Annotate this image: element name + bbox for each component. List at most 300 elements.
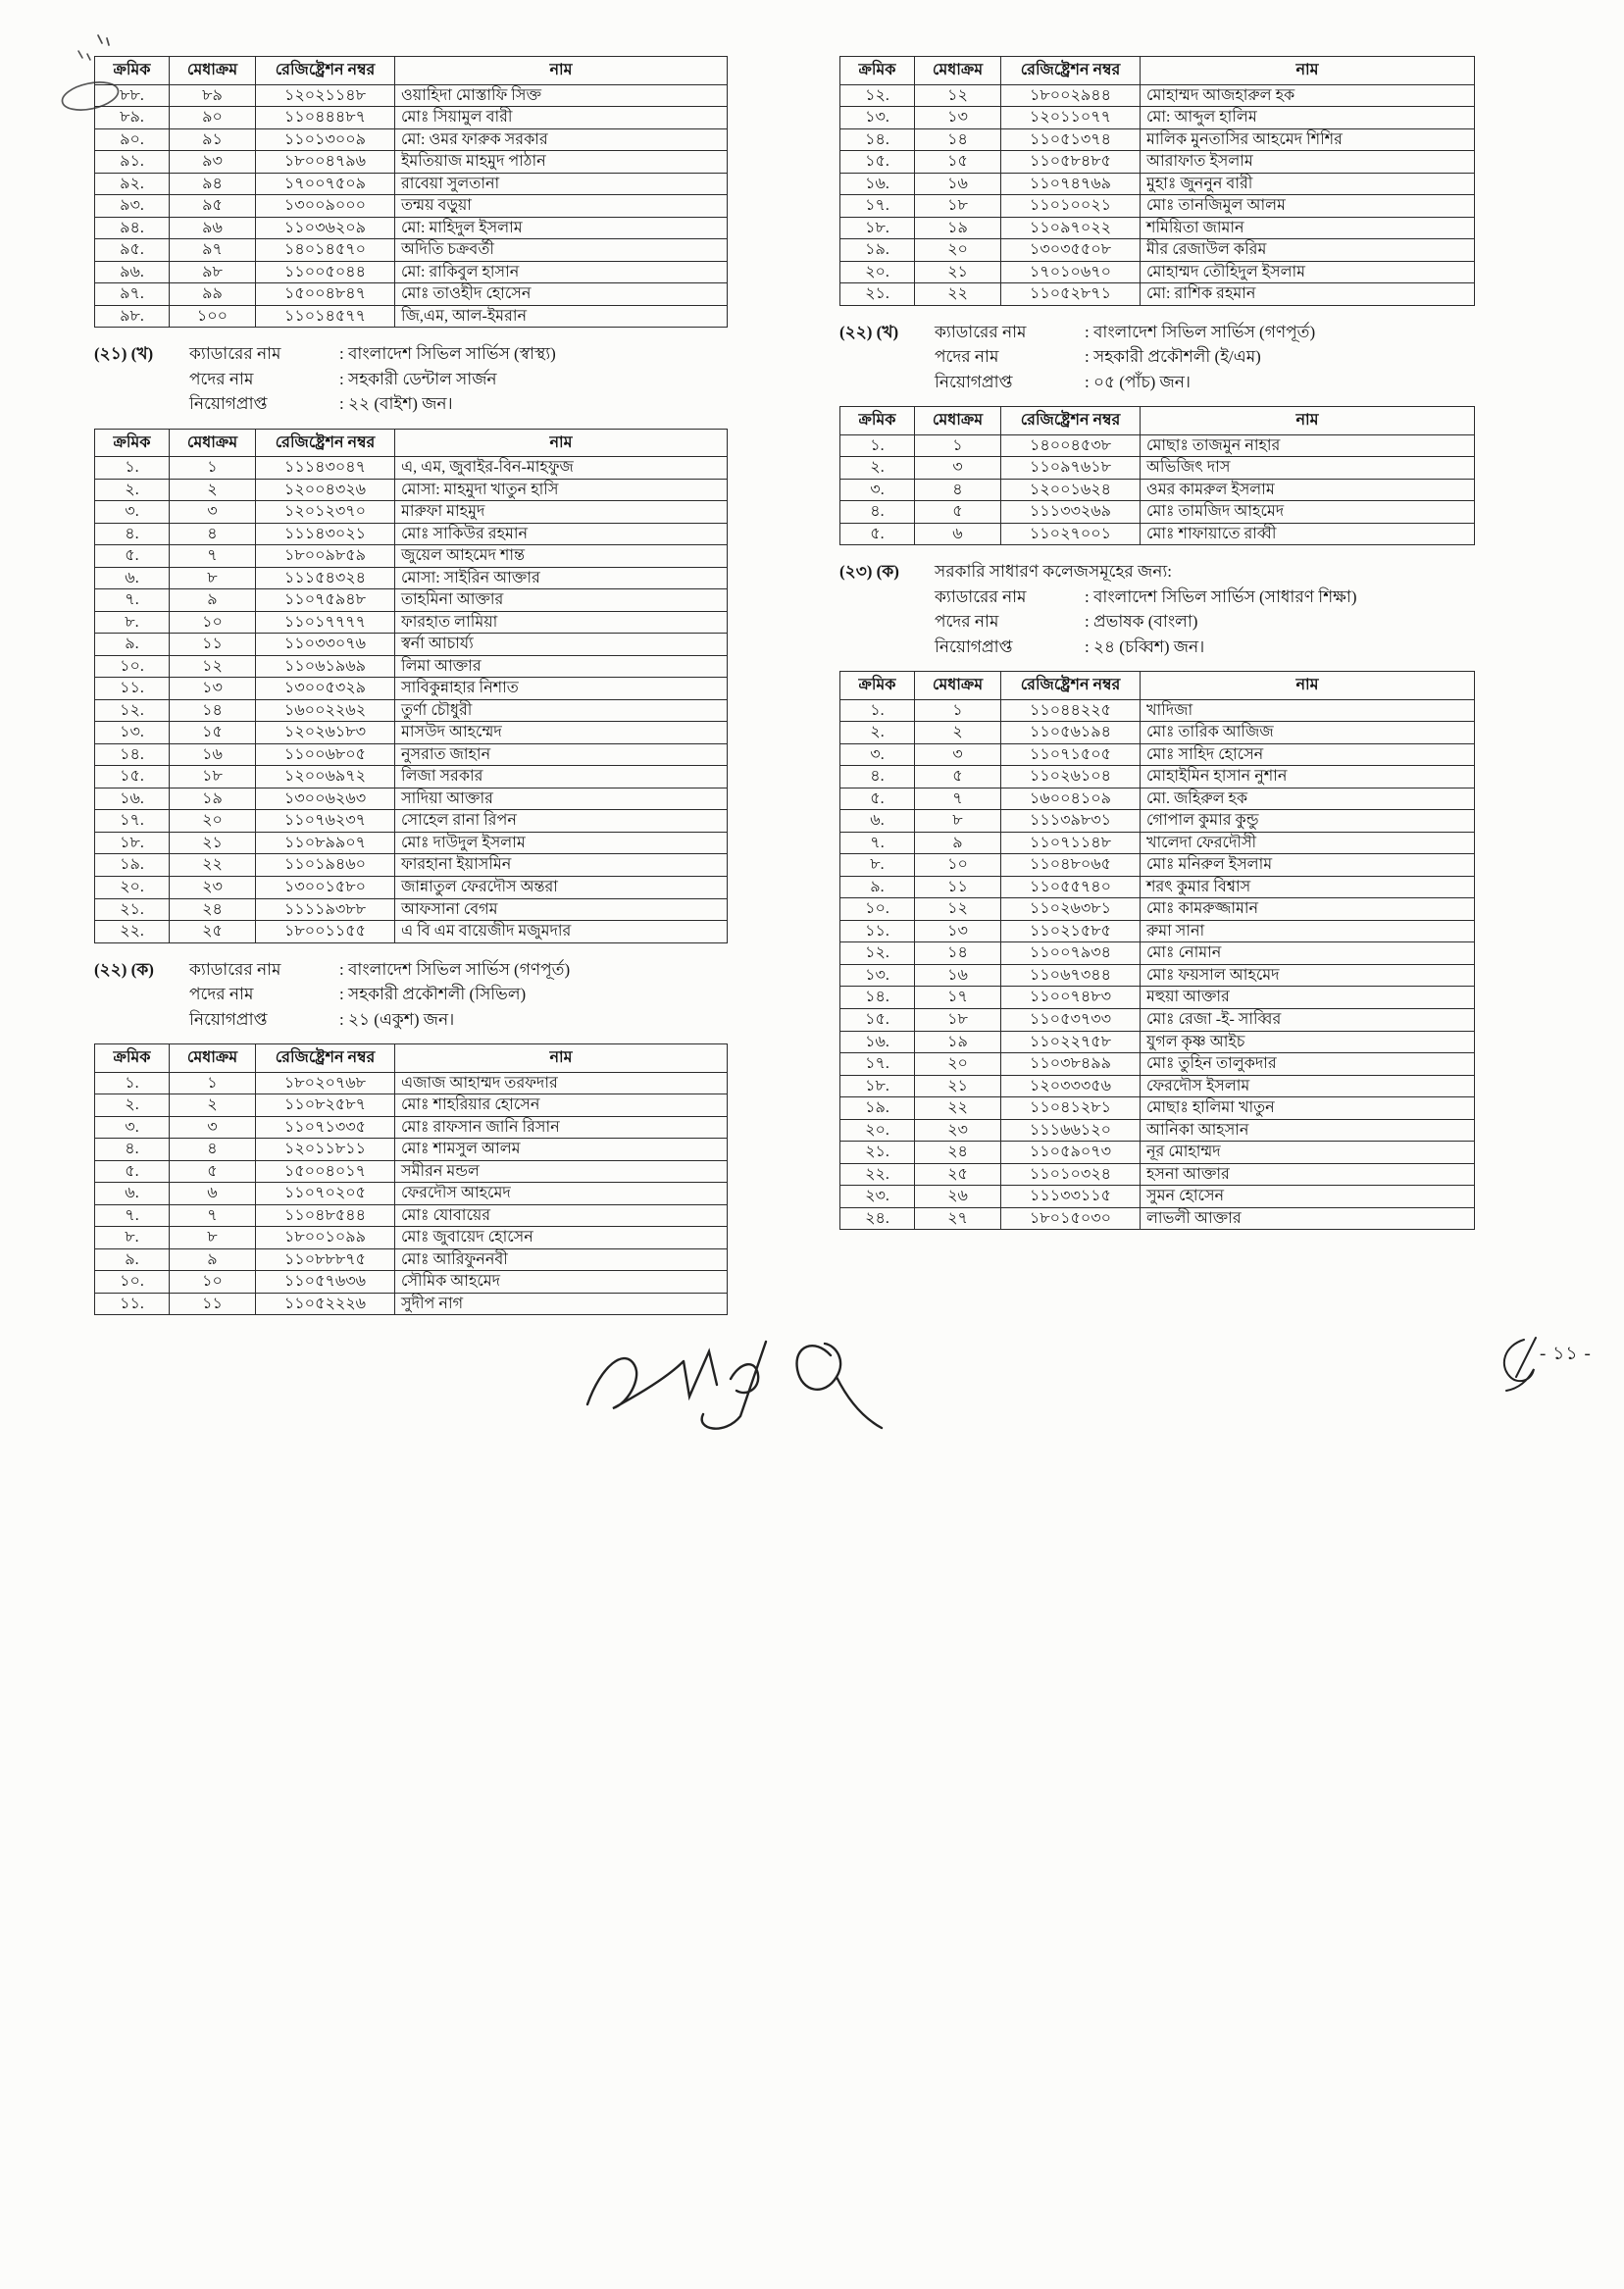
serial-cell: ২৪.	[840, 1207, 915, 1230]
table-row	[840, 920, 1475, 942]
table-row	[95, 832, 728, 854]
serial-cell: ৭.	[840, 832, 915, 854]
table-row	[95, 699, 728, 722]
merit-cell: ১২	[170, 655, 256, 678]
table-row	[840, 239, 1475, 262]
registration-cell: ১১০২৭০০১	[1001, 523, 1141, 545]
merit-cell: ৯	[170, 1248, 256, 1271]
registration-cell: ১১০৮২৫৮৭	[256, 1094, 395, 1117]
column-header: ক্রমিক	[95, 429, 170, 457]
name-cell: মোঃ রেজা -ই- সাব্বির	[1141, 1009, 1475, 1032]
registration-cell: ১২০১১৮১১	[256, 1139, 395, 1161]
registration-cell: ১১০২২৭৫৮	[1001, 1031, 1141, 1053]
name-cell: মো: ওমর ফারুক সরকার	[395, 128, 728, 151]
merit-cell: ১	[915, 434, 1001, 457]
registration-cell: ১৮০০১০৯৯	[256, 1227, 395, 1249]
registration-cell: ১১০৫৬১৯৪	[1001, 722, 1141, 744]
serial-cell: ৮.	[95, 1227, 170, 1249]
serial-cell: ৯৭.	[95, 283, 170, 306]
table-row	[95, 217, 728, 239]
column-header: নাম	[395, 57, 728, 85]
table-row	[840, 1053, 1475, 1076]
merit-cell: ৭	[915, 788, 1001, 810]
column-header: ক্রমিক	[840, 407, 915, 435]
serial-cell: ১৭.	[840, 195, 915, 218]
merit-cell: ৯৭	[170, 239, 256, 262]
name-cell: জুয়েল আহমেদ শান্ত	[395, 545, 728, 568]
name-cell: মোসা: সাইরিন আক্তার	[395, 567, 728, 589]
column-header: রেজিষ্ট্রেশন নম্বর	[1001, 407, 1141, 435]
merit-cell: ১৪	[915, 942, 1001, 965]
column-header: মেধাক্রম	[170, 429, 256, 457]
name-cell: শমিয়িতা জামান	[1141, 217, 1475, 239]
serial-cell: ৩.	[95, 501, 170, 524]
serial-cell: ১২.	[840, 942, 915, 965]
merit-cell: ২০	[915, 239, 1001, 262]
registration-cell: ১১০৫৮৪৮৫	[1001, 151, 1141, 174]
name-cell: যুগল কৃষ্ণ আইচ	[1141, 1031, 1475, 1053]
merit-cell: ৩	[915, 457, 1001, 480]
table-header-row	[840, 407, 1475, 435]
name-cell: তাহমিনা আক্তার	[395, 589, 728, 612]
name-cell: সাবিকুন্নাহার নিশাত	[395, 678, 728, 700]
serial-cell: ৪.	[840, 766, 915, 788]
registration-cell: ১৩০০১৫৮০	[256, 877, 395, 899]
name-cell: এ, এম, জুবাইর-বিন-মাহফুজ	[395, 457, 728, 480]
table-row	[95, 589, 728, 612]
name-cell: মালিক মুনতাসির আহমেদ শিশির	[1141, 128, 1475, 151]
name-cell: মোঃ সিয়ামুল বারী	[395, 107, 728, 129]
merit-cell: ২	[170, 479, 256, 501]
column-header: রেজিষ্ট্রেশন নম্বর	[256, 429, 395, 457]
name-cell: মো: রাকিবুল হাসান	[395, 261, 728, 283]
section-number: (২২) (ক)	[94, 959, 154, 979]
column-header: ক্রমিক	[840, 672, 915, 700]
merit-cell: ২	[915, 722, 1001, 744]
post-name-value: : প্রভাষক (বাংলা)	[1085, 612, 1198, 632]
section-intro-line: সরকারি সাধারণ কলেজসমূহের জন্য:	[935, 562, 1173, 582]
serial-cell: ১৮.	[840, 1075, 915, 1097]
appointed-count-label: নিয়োগপ্রাপ্ত	[189, 1009, 268, 1029]
table-row	[840, 1097, 1475, 1120]
registration-cell: ১১০০৬৮০৫	[256, 743, 395, 766]
name-cell: মো: মাহিদুল ইসলাম	[395, 217, 728, 239]
serial-cell: ১৯.	[95, 854, 170, 877]
serial-cell: ১৬.	[95, 788, 170, 810]
initial-mark	[1489, 1332, 1544, 1395]
name-cell: লাভলী আক্তার	[1141, 1207, 1475, 1230]
serial-cell: ৯.	[95, 1248, 170, 1271]
merit-cell: ৯	[170, 589, 256, 612]
merit-cell: ১৬	[915, 964, 1001, 987]
name-cell: মোহাইমিন হাসান নুশান	[1141, 766, 1475, 788]
serial-cell: ৬.	[840, 810, 915, 833]
registration-cell: ১১০১০০২১	[1001, 195, 1141, 218]
column-header: মেধাক্রম	[915, 407, 1001, 435]
table-row	[95, 1094, 728, 1117]
serial-cell: ১.	[95, 457, 170, 480]
table-row	[840, 1186, 1475, 1208]
registration-cell: ১১০১৩০০৯	[256, 128, 395, 151]
registration-cell: ১৫০০৪৮৪৭	[256, 283, 395, 306]
post-name-value: : সহকারী প্রকৌশলী (ই/এম)	[1085, 347, 1261, 367]
serial-cell: ৯৪.	[95, 217, 170, 239]
registration-cell: ১৭০০৭৫০৯	[256, 173, 395, 195]
table-row	[840, 964, 1475, 987]
name-cell: মোঃ যোবায়ের	[395, 1204, 728, 1227]
name-cell: মো: রাশিক রহমান	[1141, 283, 1475, 306]
cadre-name-value: : বাংলাদেশ সিভিল সার্ভিস (স্বাস্থ্য)	[339, 344, 556, 364]
section-23ka-header	[839, 559, 1475, 659]
name-cell: রাবেয়া সুলতানা	[395, 173, 728, 195]
registration-cell: ১৮০০২৯৪৪	[1001, 84, 1141, 107]
cadre-name-label: ক্যাডারের নাম	[189, 344, 281, 364]
post-name-label: পদের নাম	[935, 347, 999, 367]
left-column	[94, 56, 728, 1315]
registration-cell: ১১০৯৭৬১৮	[1001, 457, 1141, 480]
table-row	[95, 898, 728, 921]
registration-cell: ১৪০০৪৫৩৮	[1001, 434, 1141, 457]
appointed-count-value: : ২২ (বাইশ) জন।	[339, 394, 453, 414]
table-row	[95, 545, 728, 568]
merit-cell: ২৫	[915, 1163, 1001, 1186]
name-cell: ইমতিয়াজ মাহমুদ পাঠান	[395, 151, 728, 174]
column-header: নাম	[1141, 407, 1475, 435]
serial-cell: ২২.	[95, 921, 170, 943]
serial-cell: ১.	[840, 434, 915, 457]
merit-cell: ৩	[170, 1116, 256, 1139]
registration-cell: ১৩০০৯০০০	[256, 195, 395, 218]
merit-cell: ২১	[170, 832, 256, 854]
registration-cell: ১১০৭৫৯৪৮	[256, 589, 395, 612]
merit-cell: ১১	[170, 634, 256, 656]
merit-cell: ২৪	[170, 898, 256, 921]
column-header: রেজিষ্ট্রেশন নম্বর	[256, 57, 395, 85]
merit-cell: ৮	[170, 1227, 256, 1249]
serial-cell: ১৫.	[840, 1009, 915, 1032]
serial-cell: ১২.	[840, 84, 915, 107]
merit-cell: ২৫	[170, 921, 256, 943]
table-row	[840, 107, 1475, 129]
table-row	[95, 128, 728, 151]
table-row	[95, 634, 728, 656]
name-cell: আনিকা আহসান	[1141, 1119, 1475, 1142]
name-cell: সমীরন মন্ডল	[395, 1160, 728, 1183]
table-row	[840, 84, 1475, 107]
merit-cell: ১৯	[915, 217, 1001, 239]
table-header-row	[840, 57, 1475, 85]
table-row	[840, 699, 1475, 722]
table-row	[95, 1204, 728, 1227]
table-row	[840, 1142, 1475, 1164]
registration-cell: ১৮০১৫০৩০	[1001, 1207, 1141, 1230]
table-row	[840, 151, 1475, 174]
merit-cell: ৭	[170, 1204, 256, 1227]
table-row	[840, 501, 1475, 524]
table-row	[95, 766, 728, 788]
registration-cell: ১১০১৭৭৭৭	[256, 611, 395, 634]
merit-cell: ৩	[915, 743, 1001, 766]
table-row	[95, 788, 728, 810]
appointed-count-label: নিয়োগপ্রাপ্ত	[935, 372, 1013, 391]
table-22ka-civil-engineer-part1	[94, 1043, 728, 1315]
registration-cell: ১১০৫২২২৬	[256, 1293, 395, 1315]
registration-cell: ১৩০০৬২৬৩	[256, 788, 395, 810]
name-cell: ফারহাত লামিয়া	[395, 611, 728, 634]
serial-cell: ২.	[95, 1094, 170, 1117]
name-cell: মোঃ তারিক আজিজ	[1141, 722, 1475, 744]
merit-cell: ১৩	[170, 678, 256, 700]
merit-cell: ৫	[915, 766, 1001, 788]
merit-cell: ১৩	[915, 107, 1001, 129]
merit-cell: ১০০	[170, 305, 256, 328]
registration-cell: ১৮০২০৭৬৮	[256, 1072, 395, 1094]
merit-cell: ৯৬	[170, 217, 256, 239]
merit-cell: ১৫	[170, 722, 256, 744]
registration-cell: ১১০১০৩২৪	[1001, 1163, 1141, 1186]
merit-cell: ২	[170, 1094, 256, 1117]
table-row	[95, 921, 728, 943]
name-cell: মোঃ শামসুল আলম	[395, 1139, 728, 1161]
table-row	[95, 655, 728, 678]
merit-cell: ১	[170, 457, 256, 480]
table-row	[840, 832, 1475, 854]
registration-cell: ১১০৮৯৯০৭	[256, 832, 395, 854]
merit-cell: ১২	[915, 84, 1001, 107]
name-cell: স্বর্না আচার্য্য	[395, 634, 728, 656]
table-22kha-em-engineer	[839, 406, 1475, 545]
name-cell: মোঃ ফয়সাল আহমেদ	[1141, 964, 1475, 987]
column-header: নাম	[395, 429, 728, 457]
registration-cell: ১১১৬৬১২০	[1001, 1119, 1141, 1142]
registration-cell: ১১০৫৩৭৩৩	[1001, 1009, 1141, 1032]
column-header: ক্রমিক	[95, 57, 170, 85]
merit-cell: ২২	[915, 1097, 1001, 1120]
name-cell: তুর্ণা চৌধুরী	[395, 699, 728, 722]
name-cell: মোঃ সাকিউর রহমান	[395, 523, 728, 545]
name-cell: জান্নাতুল ফেরদৌস অন্তরা	[395, 877, 728, 899]
merit-cell: ২২	[915, 283, 1001, 306]
table-row	[95, 1227, 728, 1249]
registration-cell: ১৮০০৪৭৯৬	[256, 151, 395, 174]
serial-cell: ১৬.	[840, 173, 915, 195]
registration-cell: ১৭০১০৬৭০	[1001, 261, 1141, 283]
name-cell: মহুয়া আক্তার	[1141, 987, 1475, 1009]
table-row	[95, 1116, 728, 1139]
table-row	[840, 1207, 1475, 1230]
column-header: মেধাক্রম	[915, 57, 1001, 85]
name-cell: সৌমিক আহমেদ	[395, 1271, 728, 1294]
table-row	[95, 283, 728, 306]
table-row	[840, 457, 1475, 480]
name-cell: মোঃ কামরুজ্জামান	[1141, 898, 1475, 921]
table-23ka-lecturer-bangla	[839, 671, 1475, 1230]
registration-cell: ১৩০৩৫৫০৮	[1001, 239, 1141, 262]
name-cell: ফেরদৌস ইসলাম	[1141, 1075, 1475, 1097]
serial-cell: ২১.	[840, 1142, 915, 1164]
registration-cell: ১১১৫৪৩২৪	[256, 567, 395, 589]
serial-cell: ২০.	[840, 261, 915, 283]
serial-cell: ১০.	[840, 898, 915, 921]
serial-cell: ৯৬.	[95, 261, 170, 283]
name-cell: হসনা আক্তার	[1141, 1163, 1475, 1186]
table-row	[95, 1160, 728, 1183]
serial-cell: ৮.	[95, 611, 170, 634]
merit-cell: ৪	[170, 1139, 256, 1161]
serial-cell: ৩.	[840, 743, 915, 766]
serial-cell: ২১.	[95, 898, 170, 921]
appointed-count-label: নিয়োগপ্রাপ্ত	[189, 394, 268, 414]
registration-cell: ১৪০১৪৫৭০	[256, 239, 395, 262]
table-row	[95, 239, 728, 262]
serial-cell: ১১.	[95, 1293, 170, 1315]
registration-cell: ১১০৪১২৮১	[1001, 1097, 1141, 1120]
name-cell: মোসা: মাহমুদা খাতুন হাসি	[395, 479, 728, 501]
table-row	[840, 261, 1475, 283]
merit-cell: ৪	[170, 523, 256, 545]
registration-cell: ১৬০০২২৬২	[256, 699, 395, 722]
table-row	[95, 1072, 728, 1094]
name-cell: মোছাঃ তাজমুন নাহার	[1141, 434, 1475, 457]
registration-cell: ১১০৯৭০২২	[1001, 217, 1141, 239]
section-number: (২৩) (ক)	[839, 562, 899, 582]
name-cell: সোহেল রানা রিপন	[395, 810, 728, 833]
merit-cell: ২০	[915, 1053, 1001, 1076]
name-cell: মাসউদ আহম্মেদ	[395, 722, 728, 744]
name-cell: মোঃ রাফসান জানি রিসান	[395, 1116, 728, 1139]
column-header: ক্রমিক	[95, 1044, 170, 1073]
merit-cell: ৩	[170, 501, 256, 524]
table-row	[95, 84, 728, 107]
table-row	[95, 611, 728, 634]
serial-cell: ১৯.	[840, 1097, 915, 1120]
merit-cell: ৯	[915, 832, 1001, 854]
registration-cell: ১১০৫২৮৭১	[1001, 283, 1141, 306]
registration-cell: ১১০৫৯০৭৩	[1001, 1142, 1141, 1164]
serial-cell: ১৪.	[840, 128, 915, 151]
registration-cell: ১১০৬১৯৬৯	[256, 655, 395, 678]
registration-cell: ১৮০০১১৫৫	[256, 921, 395, 943]
serial-cell: ১.	[95, 1072, 170, 1094]
registration-cell: ১১১১৯৩৮৮	[256, 898, 395, 921]
merit-cell: ১৪	[915, 128, 1001, 151]
serial-cell: ২২.	[840, 1163, 915, 1186]
registration-cell: ১২০০৬৯৭২	[256, 766, 395, 788]
serial-cell: ৪.	[95, 523, 170, 545]
registration-cell: ১১০২১৫৮৫	[1001, 920, 1141, 942]
merit-cell: ৮৯	[170, 84, 256, 107]
name-cell: মোঃ দাউদুল ইসলাম	[395, 832, 728, 854]
table-row	[840, 1075, 1475, 1097]
merit-cell: ১০	[170, 1271, 256, 1294]
registration-cell: ১১১৪৩০৪৭	[256, 457, 395, 480]
name-cell: মারুফা মাহমুদ	[395, 501, 728, 524]
registration-cell: ১১০৫৭৬৩৬	[256, 1271, 395, 1294]
merit-cell: ৯০	[170, 107, 256, 129]
column-header: নাম	[1141, 57, 1475, 85]
serial-cell: ৯.	[95, 634, 170, 656]
table-row	[95, 743, 728, 766]
serial-cell: ২.	[840, 457, 915, 480]
table-row	[840, 1119, 1475, 1142]
table-21kha-dental-surgeon	[94, 429, 728, 943]
name-cell: মোছাঃ হালিমা খাতুন	[1141, 1097, 1475, 1120]
name-cell: এ বি এম বায়েজীদ মজুমদার	[395, 921, 728, 943]
serial-cell: ৩.	[840, 479, 915, 501]
merit-cell: ১২	[915, 898, 1001, 921]
name-cell: শরৎ কুমার বিশ্বাস	[1141, 876, 1475, 898]
name-cell: সুমন হোসেন	[1141, 1186, 1475, 1208]
table-row	[840, 743, 1475, 766]
name-cell: জি,এম, আল-ইমরান	[395, 305, 728, 328]
name-cell: মোঃ সাহিদ হোসেন	[1141, 743, 1475, 766]
name-cell: ওমর কামরুল ইসলাম	[1141, 479, 1475, 501]
merit-cell: ৮	[915, 810, 1001, 833]
name-cell: খালেদা ফেরদৌসী	[1141, 832, 1475, 854]
name-cell: মো. জহিরুল হক	[1141, 788, 1475, 810]
table-row	[95, 1183, 728, 1205]
merit-cell: ১৩	[915, 920, 1001, 942]
serial-cell: ৯.	[840, 876, 915, 898]
name-cell: গোপাল কুমার কুন্ডু	[1141, 810, 1475, 833]
registration-cell: ১১০৭১১৪৮	[1001, 832, 1141, 854]
post-name-value: : সহকারী ডেন্টাল সার্জন	[339, 369, 497, 388]
serial-cell: ৫.	[840, 523, 915, 545]
column-header: মেধাক্রম	[170, 57, 256, 85]
name-cell: খাদিজা	[1141, 699, 1475, 722]
serial-cell: ৮৯.	[95, 107, 170, 129]
serial-cell: ১০.	[95, 655, 170, 678]
column-header: নাম	[1141, 672, 1475, 700]
table-header-row	[95, 57, 728, 85]
name-cell: নুসরাত জাহান	[395, 743, 728, 766]
name-cell: আরাফাত ইসলাম	[1141, 151, 1475, 174]
table-row	[840, 1163, 1475, 1186]
table-row	[95, 1293, 728, 1315]
registration-cell: ১২০২১১৪৮	[256, 84, 395, 107]
name-cell: মীর রেজাউল করিম	[1141, 239, 1475, 262]
serial-cell: ২.	[95, 479, 170, 501]
registration-cell: ১১১৩৩২৬৯	[1001, 501, 1141, 524]
merit-cell: ৭	[170, 545, 256, 568]
merit-cell: ২৩	[915, 1119, 1001, 1142]
registration-cell: ১১০৫১৩৭৪	[1001, 128, 1141, 151]
registration-cell: ১১০৪৮০৬৫	[1001, 854, 1141, 877]
name-cell: লিজা সরকার	[395, 766, 728, 788]
table-row	[840, 1031, 1475, 1053]
registration-cell: ১৬০০৪১০৯	[1001, 788, 1141, 810]
merit-cell: ৯৮	[170, 261, 256, 283]
registration-cell: ১১০০৭৪৮৩	[1001, 987, 1141, 1009]
merit-cell: ৯৯	[170, 283, 256, 306]
table-row	[95, 1271, 728, 1294]
name-cell: এজাজ আহাম্মদ তরফদার	[395, 1072, 728, 1094]
table-row	[840, 788, 1475, 810]
serial-cell: ১৮.	[840, 217, 915, 239]
registration-cell: ১১০১৪৫৭৭	[256, 305, 395, 328]
merit-cell: ১১	[915, 876, 1001, 898]
table-header-row	[840, 672, 1475, 700]
merit-cell: ২৪	[915, 1142, 1001, 1164]
registration-cell: ১১১৩৩১১৫	[1001, 1186, 1141, 1208]
name-cell: আফসানা বেগম	[395, 898, 728, 921]
name-cell: মোহাম্মদ আজহারুল হক	[1141, 84, 1475, 107]
name-cell: মো: আব্দুল হালিম	[1141, 107, 1475, 129]
table-header-row	[95, 429, 728, 457]
registration-cell: ১১০৩৮৪৯৯	[1001, 1053, 1141, 1076]
table-row	[840, 898, 1475, 921]
name-cell: রুমা সানা	[1141, 920, 1475, 942]
